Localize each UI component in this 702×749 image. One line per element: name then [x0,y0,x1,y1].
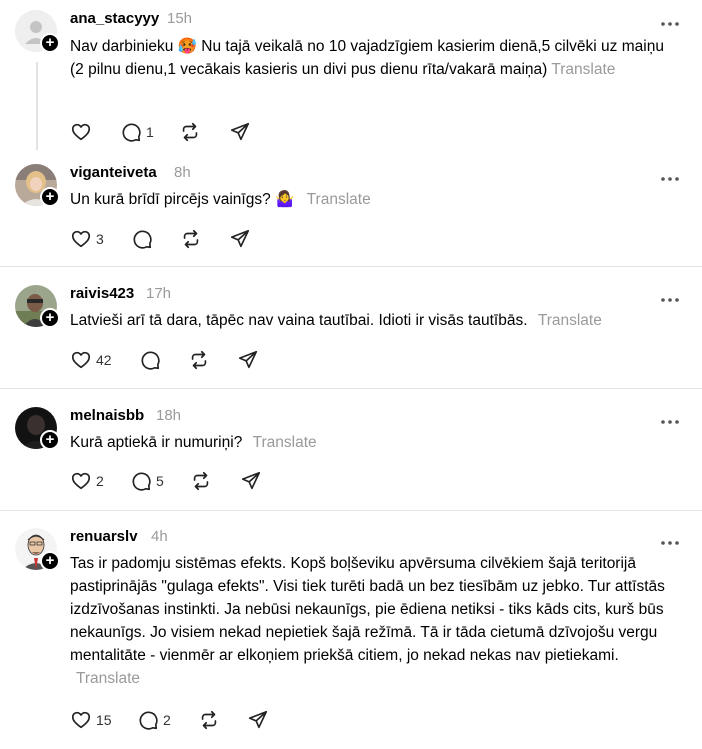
post-text-content: Latvieši arī tā dara, tāpēc nav vaina tautībai. Idioti ir visās tautībās. [70,312,528,329]
like-button[interactable] [70,227,104,251]
reply-button[interactable] [139,348,161,372]
share-button[interactable] [229,227,251,251]
heart-icon [70,121,92,143]
reply-button[interactable] [137,708,171,732]
reply-count: 2 [163,712,171,728]
repost-button[interactable] [180,227,202,251]
comment-icon [137,709,159,731]
send-icon [229,228,251,250]
username[interactable]: viganteiveta [70,164,157,181]
share-button[interactable] [247,708,269,732]
repost-icon [180,228,202,250]
like-count: 15 [96,712,112,728]
share-button[interactable] [240,469,262,493]
more-options-icon[interactable] [660,14,680,24]
post-text-content: Kurā aptiekā ir numuriņi? [70,434,243,451]
reply-count: 1 [146,124,154,140]
reply-count: 5 [156,473,164,489]
username[interactable]: melnaisbb [70,407,145,424]
like-count: 3 [96,231,104,247]
heart-icon [70,709,92,731]
post-text-content: Nav darbinieku 🥵 Nu tajā veikalā no 10 vajadzīgiem kasierim dienā,5 cilvēki uz maiņu (2 pilnu dienu,1 vecākais kasieris un divi pus dienu rīta/vakarā maiņa) [70,38,664,78]
send-icon [240,470,262,492]
reply-button[interactable] [131,227,153,251]
follow-plus-button[interactable]: + [40,33,60,53]
comment-icon [131,228,153,250]
repost-button[interactable] [188,348,210,372]
like-count: 42 [96,352,112,368]
comment-icon [120,121,142,143]
follow-plus-button[interactable]: + [40,430,60,450]
post-text-content: Tas ir padomju sistēmas efekts. Kopš boļševiku apvērsuma cilvēkiem šajā teritorijā pastiprinājās "gulaga efekts". Visi tiek turēti badā un bez tiesībām uz jebko. Tur attīstās izdzīvošanas instinkti. Ja nebūsi nekaunīgs, pie ēdiena netiksi - tiks kāds cits, kurš būs nekaunīgs. Jo visiem nekad nepietiek šajā režīmā. Tā ir tāda cietumā dzīvojošu vergu mentalitāte - vienmēr ar elkoņiem priekšā citiem, jo nekad nekas nav pietiekami. [70,555,665,664]
send-icon [229,121,251,143]
more-options-icon[interactable] [660,290,680,300]
heart-icon [70,470,92,492]
send-icon [247,709,269,731]
share-button[interactable] [229,120,251,144]
timestamp: 4h [151,528,168,545]
follow-plus-button[interactable]: + [40,187,60,207]
post [0,150,702,266]
post-text-content: Un kurā brīdī pircējs vainīgs? 🤷‍♀️ [70,191,295,208]
post-text [70,188,680,211]
repost-button[interactable] [190,469,212,493]
username[interactable]: raivis423 [70,285,135,302]
translate-link[interactable]: Translate [551,61,616,78]
timestamp: 17h [146,285,172,302]
more-options-icon[interactable] [660,533,680,543]
like-button[interactable] [70,469,104,493]
reply-button[interactable] [120,120,154,144]
share-button[interactable] [237,348,259,372]
heart-icon [70,228,92,250]
repost-button[interactable] [179,120,201,144]
timestamp: 18h [156,407,182,424]
post [0,511,702,749]
post-text [70,309,680,332]
repost-icon [188,349,210,371]
like-count: 2 [96,473,104,489]
comment-icon [130,470,152,492]
like-button[interactable] [70,120,92,144]
repost-icon [190,470,212,492]
translate-link[interactable]: Translate [306,191,371,208]
translate-link[interactable]: Translate [76,670,141,687]
username[interactable]: ana_stacyyy [70,10,160,27]
follow-plus-button[interactable]: + [40,551,60,571]
reply-button[interactable] [130,469,164,493]
like-button[interactable] [70,708,112,732]
thread-line [36,62,38,150]
post [0,389,702,510]
repost-button[interactable] [198,708,220,732]
repost-icon [179,121,201,143]
like-button[interactable] [70,348,112,372]
timestamp: 8h [174,164,191,181]
more-options-icon[interactable] [660,412,680,422]
timestamp: 15h [167,10,193,27]
heart-icon [70,349,92,371]
post-text [70,35,680,81]
translate-link[interactable]: Translate [537,312,602,329]
post-text [70,431,680,454]
post [0,0,702,150]
send-icon [237,349,259,371]
comment-icon [139,349,161,371]
more-options-icon[interactable] [660,169,680,179]
post-text [70,552,680,690]
follow-plus-button[interactable]: + [40,308,60,328]
post [0,267,702,388]
username[interactable]: renuarslv [70,528,138,545]
repost-icon [198,709,220,731]
translate-link[interactable]: Translate [252,434,317,451]
